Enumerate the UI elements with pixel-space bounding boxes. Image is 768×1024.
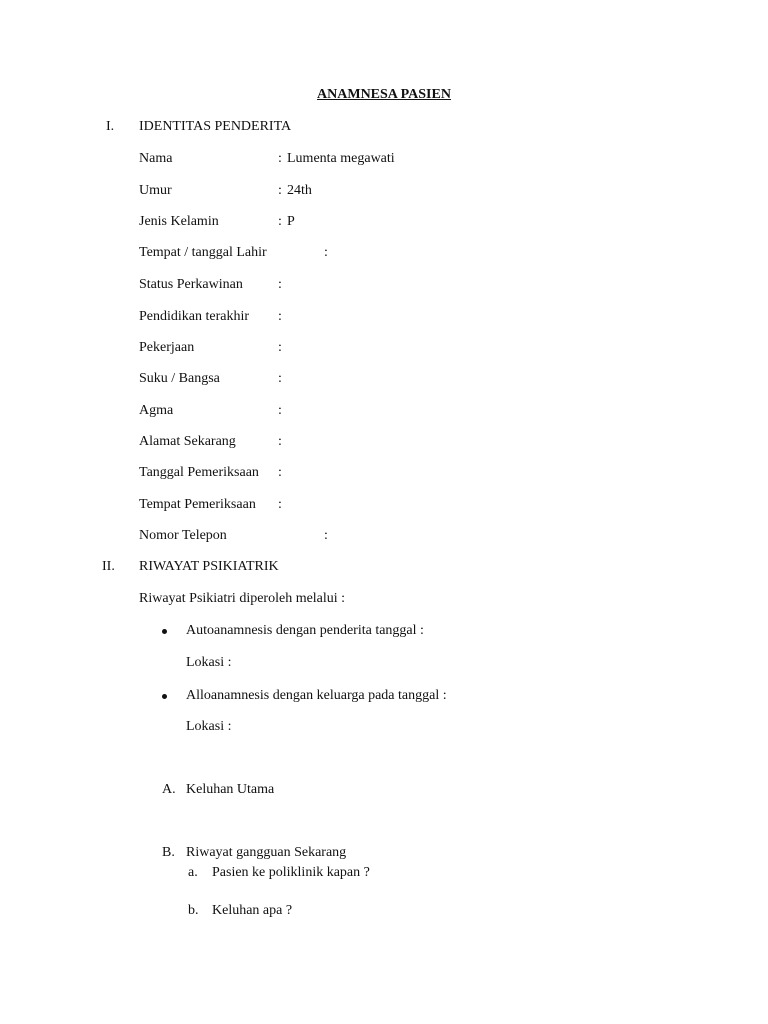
field-label-tempat-tanggal-lahir: Tempat / tanggal Lahir: [139, 245, 267, 260]
field-colon-umur: :: [278, 183, 282, 198]
bullet-icon: [162, 694, 167, 699]
bullet-alloanamnesis: Alloanamnesis dengan keluarga pada tanggal :: [186, 688, 447, 703]
field-label-alamat-sekarang: Alamat Sekarang: [139, 434, 236, 449]
field-label-tanggal-pemeriksaan: Tanggal Pemeriksaan: [139, 465, 259, 480]
field-label-pendidikan-terakhir: Pendidikan terakhir: [139, 309, 250, 324]
item-a-keluhan-utama: Keluhan Utama: [186, 782, 275, 797]
subitem-a-letter: a.: [188, 865, 198, 880]
field-colon-alamat-sekarang: :: [278, 434, 282, 449]
bullet-alloanamnesis-lokasi: Lokasi :: [186, 719, 232, 734]
field-colon-tempat-tanggal-lahir: :: [324, 245, 328, 260]
section-2-number: II.: [102, 559, 115, 574]
field-label-agama: Agma: [139, 403, 174, 418]
subitem-b-text: Keluhan apa ?: [212, 903, 293, 918]
item-b-riwayat-gangguan: Riwayat gangguan Sekarang: [186, 845, 347, 860]
field-label-jenis-kelamin: Jenis Kelamin: [139, 214, 219, 229]
field-colon-tanggal-pemeriksaan: :: [278, 465, 282, 480]
field-colon-agama: :: [278, 403, 282, 418]
section-1-heading: IDENTITAS PENDERITA: [139, 119, 292, 134]
field-value-umur: 24th: [287, 183, 312, 198]
field-label-nomor-telepon: Nomor Telepon: [139, 528, 227, 543]
field-colon-tempat-pemeriksaan: :: [278, 497, 282, 512]
field-label-nama: Nama: [139, 151, 173, 166]
field-colon-pendidikan-terakhir: :: [278, 309, 282, 324]
bullet-autoanamnesis-lokasi: Lokasi :: [186, 655, 232, 670]
subitem-a-text: Pasien ke poliklinik kapan ?: [212, 865, 370, 880]
field-colon-jenis-kelamin: :: [278, 214, 282, 229]
section-2-intro: Riwayat Psikiatri diperoleh melalui :: [139, 591, 346, 606]
field-value-jenis-kelamin: P: [287, 214, 295, 229]
field-value-nama: Lumenta megawati: [287, 151, 395, 166]
field-colon-nama: :: [278, 151, 282, 166]
item-b-letter: B.: [162, 845, 175, 860]
bullet-icon: [162, 629, 167, 634]
bullet-autoanamnesis: Autoanamnesis dengan penderita tanggal :: [186, 623, 424, 638]
section-2-heading: RIWAYAT PSIKIATRIK: [139, 559, 279, 574]
field-label-suku-bangsa: Suku / Bangsa: [139, 371, 220, 386]
subitem-b-letter: b.: [188, 903, 199, 918]
field-colon-status-perkawinan: :: [278, 277, 282, 292]
section-1-number: I.: [106, 119, 115, 134]
field-colon-suku-bangsa: :: [278, 371, 282, 386]
field-label-tempat-pemeriksaan: Tempat Pemeriksaan: [139, 497, 256, 512]
field-label-umur: Umur: [139, 183, 172, 198]
field-colon-nomor-telepon: :: [324, 528, 328, 543]
field-colon-pekerjaan: :: [278, 340, 282, 355]
item-a-letter: A.: [162, 782, 176, 797]
field-label-status-perkawinan: Status Perkawinan: [139, 277, 243, 292]
document-title: ANAMNESA PASIEN: [317, 87, 451, 102]
field-label-pekerjaan: Pekerjaan: [139, 340, 195, 355]
